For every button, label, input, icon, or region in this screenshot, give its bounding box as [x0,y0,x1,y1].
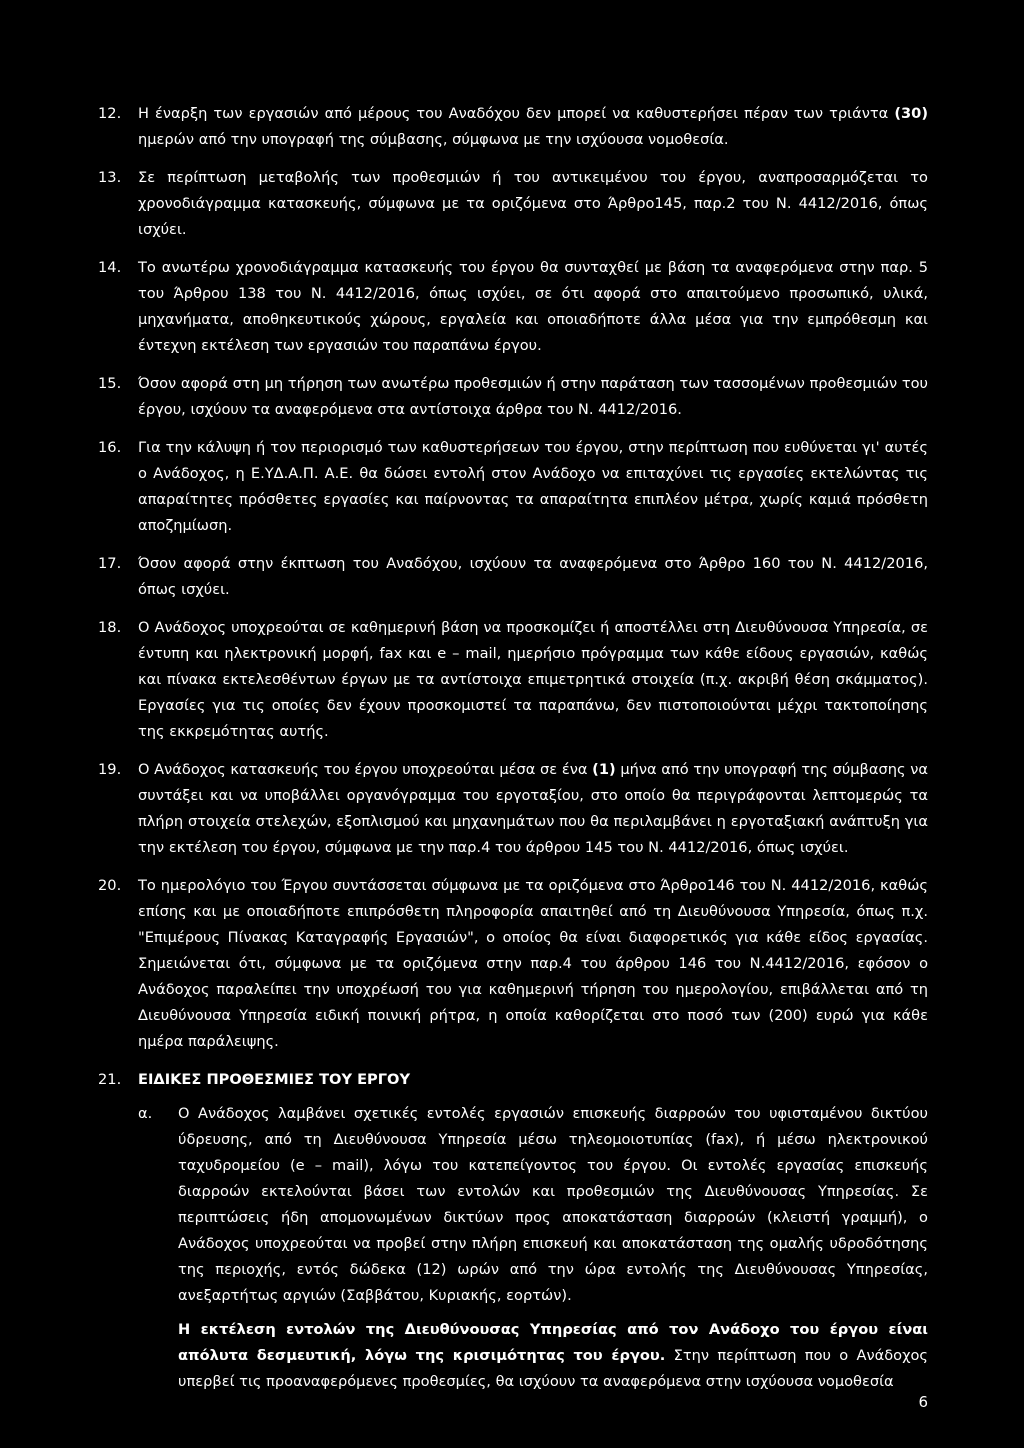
item-15 [98,371,928,423]
sub-item-letter: α. [138,1105,153,1122]
item-17 [98,551,928,603]
item-number: 20. [98,877,122,894]
item-number: 14. [98,259,122,276]
sub-item-text: Ο Ανάδοχος λαμβάνει σχετικές εντολές εργασιών επισκευής διαρροών του υφισταμένου δικτύου ύδρευσης, από τη Διευθύνουσα Υπηρεσία μέσω τηλεομοιοτυπίας (fax), ή μέσω ηλεκτρονικού ταχυδρομείου (e – mail), λόγω του κατεπείγοντος του έργου. Οι εντολές εργασίας επισκευής διαρροών εκτελούνται βάσει των εντολών και προθεσμιών της Διευθύνουσας Υπηρεσίας. Σε περιπτώσεις ήδη απομονωμένων δικτύων προς αποκατάσταση διαρροών (κλειστή γραμμή), ο Ανάδοχος υποχρεούται να προβεί στην πλήρη επισκευή και αποκατάσταση της ομαλής υδροδότησης της περιοχής, εντός δώδεκα (12) ωρών από την ώρα εντολής της Διευθύνουσας Υπηρεσίας, ανεξαρτήτως αργιών (Σαββάτου, Κυριακής, εορτών). [178,1105,928,1304]
item-16 [98,435,928,539]
item-text: Ο Ανάδοχος υποχρεούται σε καθημερινή βάση να προσκομίζει ή αποστέλλει στη Διευθύνουσα Υπηρεσία, σε έντυπη και ηλεκτρονική μορφή, fax και e – mail, ημερήσιο πρόγραμμα των κάθε είδους εργασιών, καθώς και πίνακα εκτελεσθέντων έργων με τα αντίστοιχα επιμετρητικά στοιχεία (π.χ. ακριβή θέση σκάμματος). Εργασίες για τις οποίες δεν έχουν προσκομιστεί τα παραπάνω, δεν πιστοποιούνται μέχρι τακτοποίησης της εκκρεμότητας αυτής. [138,619,928,740]
item-bold-part: (30) [894,105,928,122]
final-paragraph [178,1317,928,1395]
section-heading: ΕΙΔΙΚΕΣ ΠΡΟΘΕΣΜΙΕΣ ΤΟΥ ΕΡΓΟΥ [138,1071,411,1088]
final-text: Στην περίπτωση που ο Ανάδοχος υπερβεί τις προαναφερόμενες προθεσμίες, θα ισχύουν τα αναφερόμενα στην ισχύουσα νομοθεσία [178,1347,928,1390]
item-number: 16. [98,439,122,456]
item-text: Σε περίπτωση μεταβολής των προθεσμιών ή του αντικειμένου του έργου, αναπροσαρμόζεται το χρονοδιάγραμμα κατασκευής, σύμφωνα με τα οριζόμενα στο Άρθρο145, παρ.2 του Ν. 4412/2016, όπως ισχύει. [138,169,928,238]
item-14 [98,255,928,359]
page-number: 6 [918,1393,928,1411]
item-text: Για την κάλυψη ή τον περιορισμό των καθυστερήσεων του έργου, στην περίπτωση που ευθύνεται γι' αυτές ο Ανάδοχος, η Ε.ΥΔ.Α.Π. Α.Ε. θα δώσει εντολή στον Ανάδοχο να επιταχύνει τις εργασίες εκτελώντας τις απαραίτητες πρόσθετες εργασίες και παίρνοντας τα απαραίτητα επιπλέον μέτρα, χωρίς καμιά πρόσθετη αποζημίωση. [138,439,928,534]
item-19 [98,757,928,861]
item-text [138,101,928,153]
item-number: 18. [98,619,122,636]
item-number: 15. [98,375,122,392]
final-bold-text: Η εκτέλεση εντολών της Διευθύνουσας Υπηρεσίας από τον Ανάδοχο του έργου είναι απόλυτα δεσμευτική, λόγω της κρισιμότητας του έργου. [178,1321,928,1364]
item-20 [98,873,928,1055]
item-text [138,757,928,861]
item-text: Όσον αφορά στην έκπτωση του Αναδόχου, ισχύουν τα αναφερόμενα στο Άρθρο 160 του Ν. 4412/2016, όπως ισχύει. [138,555,928,598]
item-13 [98,165,928,243]
item-21 [98,1067,928,1093]
item-number: 19. [98,761,122,778]
item-number: 12. [98,105,122,122]
item-text: Όσον αφορά στη μη τήρηση των ανωτέρω προθεσμιών ή στην παράταση των τασσομένων προθεσμιών του έργου, ισχύουν τα αναφερόμενα στα αντίστοιχα άρθρα του Ν. 4412/2016. [138,375,928,418]
item-text: Το ημερολόγιο του Έργου συντάσσεται σύμφωνα με τα οριζόμενα στο Άρθρο146 του Ν. 4412/2016, καθώς επίσης και με οποιαδήποτε επιπρόσθετη πληροφορία απαιτηθεί από τη Διευθύνουσα Υπηρεσία, όπως π.χ. "Επιμέρους Πίνακας Καταγραφής Εργασιών", ο οποίος θα είναι διαφορετικός για κάθε είδος εργασίας. Σημειώνεται ότι, σύμφωνα με τα οριζόμενα στην παρ.4 του άρθρου 146 του Ν.4412/2016, εφόσον ο Ανάδοχος παραλείπει την υποχρέωσή του για καθημερινή τήρηση του ημερολογίου, επιβάλλεται από τη Διευθύνουσα Υπηρεσία ειδική ποινική ρήτρα, η οποία καθορίζεται στο ποσό των (200) ευρώ για κάθε ημέρα παράλειψης. [138,877,928,1050]
item-number: 21. [98,1071,122,1088]
item-text: Το ανωτέρω χρονοδιάγραμμα κατασκευής του έργου θα συνταχθεί με βάση τα αναφερόμενα στην παρ. 5 του Άρθρου 138 του Ν. 4412/2016, όπως ισχύει, σε ότι αφορά στο απαιτούμενο προσωπικό, υλικά, μηχανήματα, αποθηκευτικούς χώρους, εργαλεία και οποιαδήποτε άλλα μέσα για την εμπρόθεσμη και έντεχνη εκτέλεση των εργασιών του παραπάνω έργου. [138,259,928,354]
item-text-part: ημερών από την υπογραφή της σύμβασης, σύμφωνα με την ισχύουσα νομοθεσία. [138,131,729,148]
item-text-part: μήνα από την υπογραφή της σύμβασης να συντάξει και να υποβάλλει οργανόγραμμα του εργοταξίου, στο οποίο θα περιγράφονται λεπτομερώς τα πλήρη στοιχεία στελεχών, εξοπλισμού και μηχανημάτων που θα περιλαμβάνει η εργοταξιακή ανάπτυξη για την εκτέλεση του έργου, σύμφωνα με την παρ.4 του άρθρου 145 του Ν. 4412/2016, όπως ισχύει. [138,761,928,856]
document-body [98,101,928,1410]
item-number: 13. [98,169,122,186]
item-text-part: Ο Ανάδοχος κατασκευής του έργου υποχρεούται μέσα σε ένα [138,761,593,778]
item-text-part: Η έναρξη των εργασιών από μέρους του Αναδόχου δεν μπορεί να καθυστερήσει πέραν των τριάντα [138,105,895,122]
item-bold-part: (1) [592,761,616,778]
item-18 [98,615,928,745]
sub-item-a [138,1101,928,1309]
item-12 [98,101,928,153]
item-number: 17. [98,555,122,572]
